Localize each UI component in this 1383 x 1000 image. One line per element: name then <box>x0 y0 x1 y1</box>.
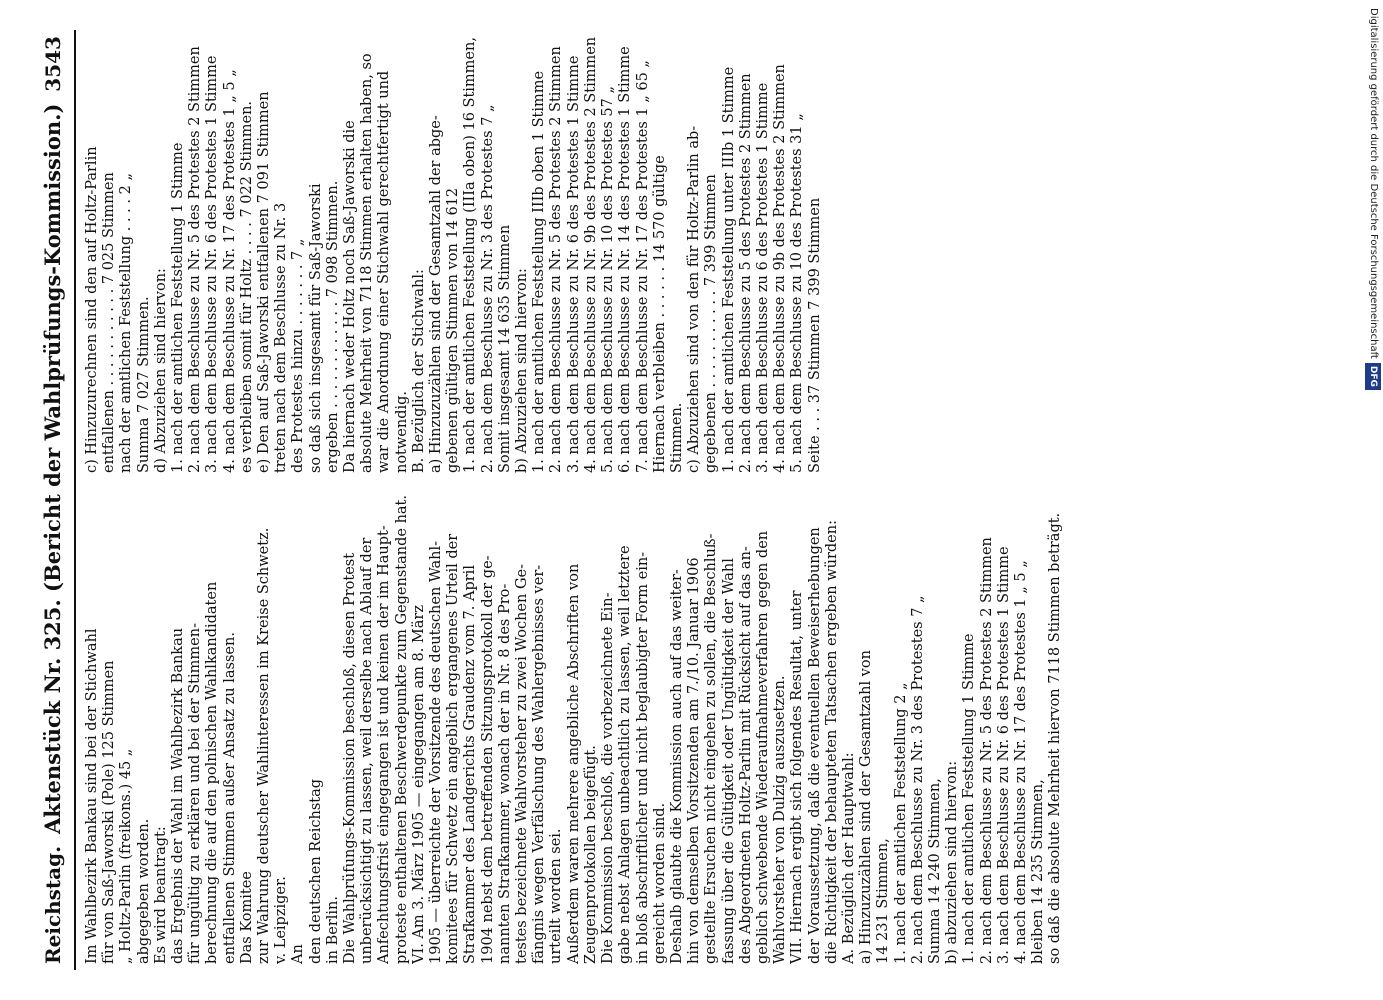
col1-line: so daß die absolute Mehrheit hiervon 7118 Stimmen beträgt. <box>1047 512 1064 964</box>
col2-line: gebenen gültigen Stimmen von 14 612 <box>445 187 462 474</box>
col2-line: 1. nach der amtlichen Feststellung IIIb oben 1 Stimme <box>531 70 548 474</box>
scanned-page <box>40 30 1370 970</box>
text-columns <box>76 30 1065 970</box>
col1-line: gereicht worden sind. <box>651 802 668 964</box>
col2-line: nach der amtlichen Feststellung . . . . 2 „ <box>118 173 135 474</box>
col1-line: 4. nach dem Beschlusse zu Nr. 17 des Protestes 1 „ 5 „ <box>1012 560 1029 964</box>
col1-line: die Richtigkeit der behaupteten Tatsachen ergeben würden: <box>823 520 840 964</box>
col1-line: für ungültig zu erklären und bei der Stimmen- <box>187 623 204 964</box>
col2-line: B. Bezüglich der Stichwahl: <box>410 269 427 474</box>
col2-line: 1. nach der amtlichen Feststellung (IIIa oben) 16 Stimmen, <box>462 37 479 474</box>
col1-line: An <box>290 944 307 964</box>
col1-line: nannten Strafkammer, wonach der in Nr. 8 des Pro- <box>496 583 513 964</box>
col1-line: gabe nebst Anlagen unbeachtlich zu lassen, weil letztere <box>617 545 634 964</box>
col1-line: 2. nach dem Beschlusse zu Nr. 3 des Protestes 7 „ <box>909 595 926 964</box>
col2-line: 2. nach dem Beschlusse zu Nr. 5 des Protestes 2 Stimmen <box>548 46 565 474</box>
col2-line: Hiernach verbleiben . . . . . . 14 570 gültige <box>651 155 668 474</box>
col1-line: 2. nach dem Beschlusse zu Nr. 5 des Protestes 2 Stimmen <box>978 537 995 964</box>
col2-line: war die Anordnung einer Stichwahl gerechtfertigt und <box>376 70 393 474</box>
col1-line: Es wird beantragt: <box>152 826 169 964</box>
col1-line: geblich schwebende Wiederaufnahmeverfahren gegen den <box>754 530 771 964</box>
col2-line: so daß sich insgesamt für Saß-Jaworski <box>307 183 324 474</box>
col2-line: b) Abzuziehen sind hiervon: <box>514 268 531 474</box>
col2-line: 3. nach dem Beschlusse zu Nr. 6 des Protestes 1 Stimme <box>204 55 221 474</box>
col2-line: d) Abzuziehen sind hiervon: <box>152 268 169 474</box>
col2-line: 4. nach dem Beschlusse zu 9b des Protestes 2 Stimmen <box>772 64 789 474</box>
col1-line: gestellte Ersuchen nicht eingehen zu sollen, die Beschluß- <box>703 533 720 964</box>
col1-line: der Voraussetzung, daß die eventuellen Beweiserhebungen <box>806 527 823 964</box>
col1-line: VII. Hiernach ergibt sich folgendes Resultat, unter <box>789 590 806 964</box>
col2-line: Summa 7 027 Stimmen. <box>135 296 152 474</box>
col1-line: VI. Am 3. März 1905 — eingegangen am 8. März <box>410 605 427 964</box>
col1-line: abgegeben worden. <box>135 818 152 964</box>
col2-line: des Protestes hinzu . . . . . . . 7 „ <box>290 238 307 474</box>
col2-line: a) Hinzuzuzählen sind der Gesamtzahl der abge- <box>428 115 445 474</box>
col1-line: Summa 14 240 Stimmen, <box>926 778 943 964</box>
rotated-page-content <box>40 30 1370 970</box>
col1-line: „ Holtz-Parlin (freikons.) 45 „ <box>118 748 135 964</box>
col2-line: 6. nach dem Beschlusse zu Nr. 14 des Protestes 1 Stimme <box>617 46 634 474</box>
col2-line: 2. nach dem Beschlusse zu Nr. 3 des Protestes 7 „ <box>479 104 496 474</box>
col2-line: 4. nach dem Beschlusse zu Nr. 9b des Protestes 2 Stimmen <box>582 36 599 474</box>
col1-line: Wahlvorsteher von Dulzig auszusetzen. <box>772 675 789 964</box>
col1-line: entfallenen Stimmen außer Ansatz zu lassen. <box>221 632 238 964</box>
right-column <box>84 36 1065 473</box>
col2-line: notwendig. <box>393 390 410 474</box>
col2-line: 2. nach dem Beschlusse zu Nr. 5 des Protestes 2 Stimmen <box>187 46 204 474</box>
col2-line: 4. nach dem Beschlusse zu Nr. 17 des Protestes 1 „ 5 „ <box>221 69 238 474</box>
col1-line: in bloß abschriftlicher und nicht beglaubigter Form ein- <box>634 551 651 964</box>
col1-line: bleiben 14 235 Stimmen, <box>1030 779 1047 964</box>
col1-line: fassung über die Gültigkeit oder Ungültigkeit der Wahl <box>720 558 737 964</box>
col2-line: ergeben . . . . . . . . . . . . 7 098 Stimmen. <box>324 180 341 474</box>
page-header <box>40 30 76 970</box>
col1-line: Anfechtungsfrist eingegangen ist und keinen der im Haupt- <box>376 525 393 964</box>
col2-line: Somit insgesamt 14 635 Stimmen <box>496 224 513 474</box>
col2-line: gegebenen . . . . . . . . . . . 7 399 Stimmen <box>703 174 720 474</box>
col1-line: Außerdem waren mehrere angebliche Abschriften von <box>565 563 582 964</box>
col1-line: 1. nach der amtlichen Feststellung 2 „ <box>892 682 909 964</box>
col2-line: Da hiernach weder Holtz noch Saß-Jaworski die <box>342 120 359 474</box>
col1-line: unberücksichtigt zu lassen, weil derselbe nach Ablauf der <box>359 537 376 964</box>
col1-line: 1905 — überreichte der Vorsitzende des deutschen Wahl- <box>428 540 445 964</box>
col2-line: entfallenen . . . . . . . . . . . 7 025 Stimmen <box>101 172 118 474</box>
col1-line: Strafkammer des Landgerichts Graudenz vom 7. April <box>462 565 479 964</box>
col2-line: e) Den auf Saß-Jaworski entfallenen 7 091 Stimmen <box>256 91 273 474</box>
dfg-logo: DFG <box>1365 363 1381 390</box>
col1-line: 3. nach dem Beschlusse zu Nr. 6 des Protestes 1 Stimme <box>995 546 1012 964</box>
col1-line: 14 231 Stimmen, <box>875 838 892 964</box>
col1-line: in Berlin. <box>324 896 341 964</box>
col2-line: 7. nach dem Beschlusse zu Nr. 17 des Protestes 1 „ 65 „ <box>634 60 651 474</box>
col1-line: hin von demselben Vorsitzenden am 7./10. Januar 1906 <box>686 557 703 964</box>
col2-line: 2. nach dem Beschlusse zu 5 des Protestes 2 Stimmen <box>737 73 754 474</box>
col1-line: des Abgeordneten Holtz-Parlin mit Rücksicht auf das an- <box>737 546 754 964</box>
col1-line: den deutschen Reichstag <box>307 778 324 964</box>
col1-line: 1. nach der amtlichen Feststellung 1 Stimme <box>961 633 978 964</box>
col2-line: 5. nach dem Beschlusse zu Nr. 10 des Protestes 57 „ <box>600 86 617 474</box>
col1-line: b) abzuziehen sind hiervon: <box>944 760 961 964</box>
col1-line: berechnung die auf den polnischen Wahlkandidaten <box>204 581 221 964</box>
col1-line: das Ergebnis der Wahl im Wahlbezirk Bankau <box>170 627 187 964</box>
col1-line: Das Komitee <box>238 871 255 964</box>
col2-line: 3. nach dem Beschlusse zu 6 des Protestes 1 Stimme <box>754 82 771 474</box>
col1-line: fängnis wegen Verfälschung des Wahlergebnisses ver- <box>531 564 548 964</box>
col1-line: Die Wahlprüfungs-Kommission beschloß, diesen Protest <box>342 552 359 964</box>
header-left: Reichstag. <box>41 845 65 964</box>
col1-line: Zeugenprotokollen beigefügt. <box>582 745 599 964</box>
col1-line: Deshalb glaubte die Kommission auch auf das weiter- <box>668 569 685 964</box>
col1-line: für von Saß-Jaworski (Pole) 125 Stimmen <box>101 660 118 964</box>
col2-line: c) Abzuziehen sind von den für Holtz-Parlin ab- <box>686 125 703 474</box>
col1-line: komitees für Schwetz ein angeblich ergangenes Urteil der <box>445 533 462 964</box>
digitization-note-text: Digitalisierung gefördert durch die Deutsche Forschungsgemeinschaft <box>1368 8 1379 359</box>
col2-line: absolute Mehrheit von 7118 Stimmen erhalten haben, so <box>359 53 376 474</box>
page-number: 3543 <box>41 36 65 92</box>
col1-line: urteilt worden sei. <box>548 828 565 964</box>
col1-line: proteste enthaltenen Beschwerdepunkte zum Gegenstande hat. <box>393 495 410 964</box>
col2-line: Seite . . . 37 Stimmen 7 399 Stimmen <box>806 197 823 474</box>
left-column <box>84 495 1065 964</box>
col1-line: testes bezeichnete Wahlvorsteher zu zwei Wochen Ge- <box>514 563 531 964</box>
col2-line: c) Hinzuzurechnen sind den auf Holtz-Parlin <box>84 146 100 474</box>
col1-line: A. Bezüglich der Hauptwahl: <box>840 752 857 964</box>
col2-line: Stimmen. <box>668 402 685 474</box>
col2-line: es verbleiben somit für Holtz . . . . 7 022 Stimmen. <box>238 100 255 474</box>
col2-line: treten nach dem Beschlusse zu Nr. 3 <box>273 202 290 474</box>
col1-line: zur Wahrung deutscher Wahlinteressen im Kreise Schwetz. <box>256 527 273 964</box>
col1-line: v. Leipziger. <box>273 876 290 964</box>
col1-line: Im Wahlbezirk Bankau sind bei der Stichwahl <box>84 628 100 964</box>
header-title: Aktenstück Nr. 325. (Bericht der Wahlprüfungs-Kommission.) <box>40 103 65 834</box>
digitization-note <box>1365 8 1381 992</box>
col2-line: 1. nach der amtlichen Feststellung 1 Stimme <box>170 142 187 474</box>
col2-line: 1. nach der amtlichen Feststellung unter IIIb 1 Stimme <box>720 66 737 474</box>
col2-line: 3. nach dem Beschlusse zu Nr. 6 des Protestes 1 Stimme <box>565 55 582 474</box>
col1-line: a) Hinzuzuzählen sind der Gesamtzahl von <box>858 650 875 964</box>
col1-line: Die Kommission beschloß, die vorbezeichnete Ein- <box>600 592 617 964</box>
col1-line: 1904 nebst dem betreffenden Sitzungsprotokoll der ge- <box>479 555 496 964</box>
col2-line: 5. nach dem Beschlusse zu 10 des Protestes 31 „ <box>789 113 806 474</box>
